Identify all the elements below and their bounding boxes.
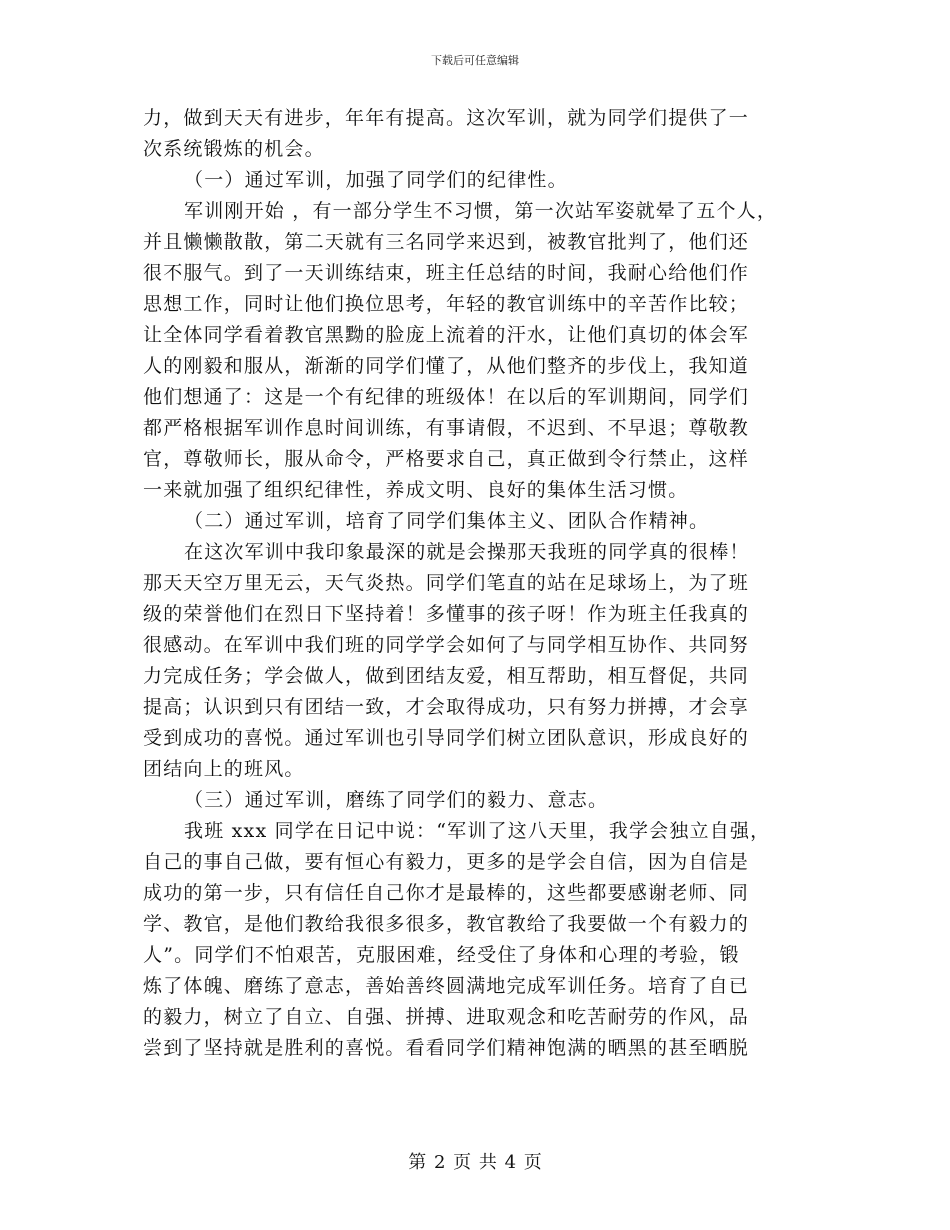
body-line: （三）通过军训，磨练了同学们的毅力、意志。 [184, 789, 609, 811]
body-line: 次系统锻炼的机会。 [143, 138, 325, 160]
body-line: 力，做到天天有进步，年年有提高。这次军训，就为同学们提供了一 [143, 107, 750, 129]
body-line: 我班 xxx 同学在日记中说：“军训了这八天里，我学会独立自强， [184, 820, 771, 842]
body-line: 官，尊敬师长，服从命令，严格要求自己，真正做到令行禁止，这样 [143, 448, 750, 470]
page-header: 下载后可任意编辑 [431, 54, 519, 67]
body-line: 团结向上的班风。 [143, 758, 305, 780]
body-line: 思想工作，同时让他们换位思考，年轻的教官训练中的辛苦作比较； [143, 293, 750, 315]
body-line: 受到成功的喜悦。通过军训也引导同学们树立团队意识，形成良好的 [143, 727, 750, 749]
body-line: 人”。同学们不怕艰苦，克服困难，经受住了身体和心理的考验，锻 [143, 944, 740, 966]
body-line: 一来就加强了组织纪律性，养成文明、良好的集体生活习惯。 [143, 479, 689, 501]
body-line: 力完成任务；学会做人，做到团结友爱，相互帮助，相互督促，共同 [143, 665, 750, 687]
body-line: 学、教官，是他们教给我很多很多，教官教给了我要做一个有毅力的 [143, 913, 750, 935]
body-line: 炼了体魄、磨练了意志，善始善终圆满地完成军训任务。培育了自已 [143, 975, 750, 997]
body-line: 自己的事自己做，要有恒心有毅力，更多的是学会自信，因为自信是 [143, 851, 750, 873]
body-line: 军训刚开始 ，有一部分学生不习惯，第一次站军姿就晕了五个人， [184, 200, 778, 222]
body-line: 那天天空万里无云，天气炎热。同学们笔直的站在足球场上，为了班 [143, 572, 750, 594]
body-line: 很感动。在军训中我们班的同学学会如何了与同学相互协作、共同努 [143, 634, 750, 656]
body-line: 在这次军训中我印象最深的就是会操那天我班的同学真的很棒！ [184, 541, 750, 563]
body-line: （二）通过军训，培育了同学们集体主义、团队合作精神。 [184, 510, 710, 532]
body-line: （一）通过军训，加强了同学们的纪律性。 [184, 169, 568, 191]
body-line: 人的刚毅和服从，渐渐的同学们懂了，从他们整齐的步伐上，我知道 [143, 355, 750, 377]
body-line: 级的荣誉他们在烈日下坚持着！多懂事的孩子呀！作为班主任我真的 [143, 603, 750, 625]
body-line: 尝到了坚持就是胜利的喜悦。看看同学们精神饱满的晒黑的甚至晒脱 [143, 1037, 750, 1059]
body-line: 成功的第一步，只有信任自己你才是最棒的，这些都要感谢老师、同 [143, 882, 750, 904]
body-line: 让全体同学看着教官黑黝的脸庞上流着的汗水，让他们真切的体会军 [143, 324, 750, 346]
body-line: 都严格根据军训作息时间训练，有事请假，不迟到、不早退；尊敬教 [143, 417, 750, 439]
page-footer: 第 2 页 共 4 页 [408, 1152, 542, 1173]
body-line: 他们想通了：这是一个有纪律的班级体！在以后的军训期间，同学们 [143, 386, 750, 408]
body-line: 的毅力，树立了自立、自强、拼搏、进取观念和吃苦耐劳的作风，品 [143, 1006, 750, 1028]
document-body [143, 103, 807, 1064]
body-line: 提高；认识到只有团结一致，才会取得成功，只有努力拼搏，才会享 [143, 696, 750, 718]
body-line: 很不服气。到了一天训练结束，班主任总结的时间，我耐心给他们作 [143, 262, 750, 284]
body-line: 并且懒懒散散，第二天就有三名同学来迟到，被教官批判了，他们还 [143, 231, 750, 253]
